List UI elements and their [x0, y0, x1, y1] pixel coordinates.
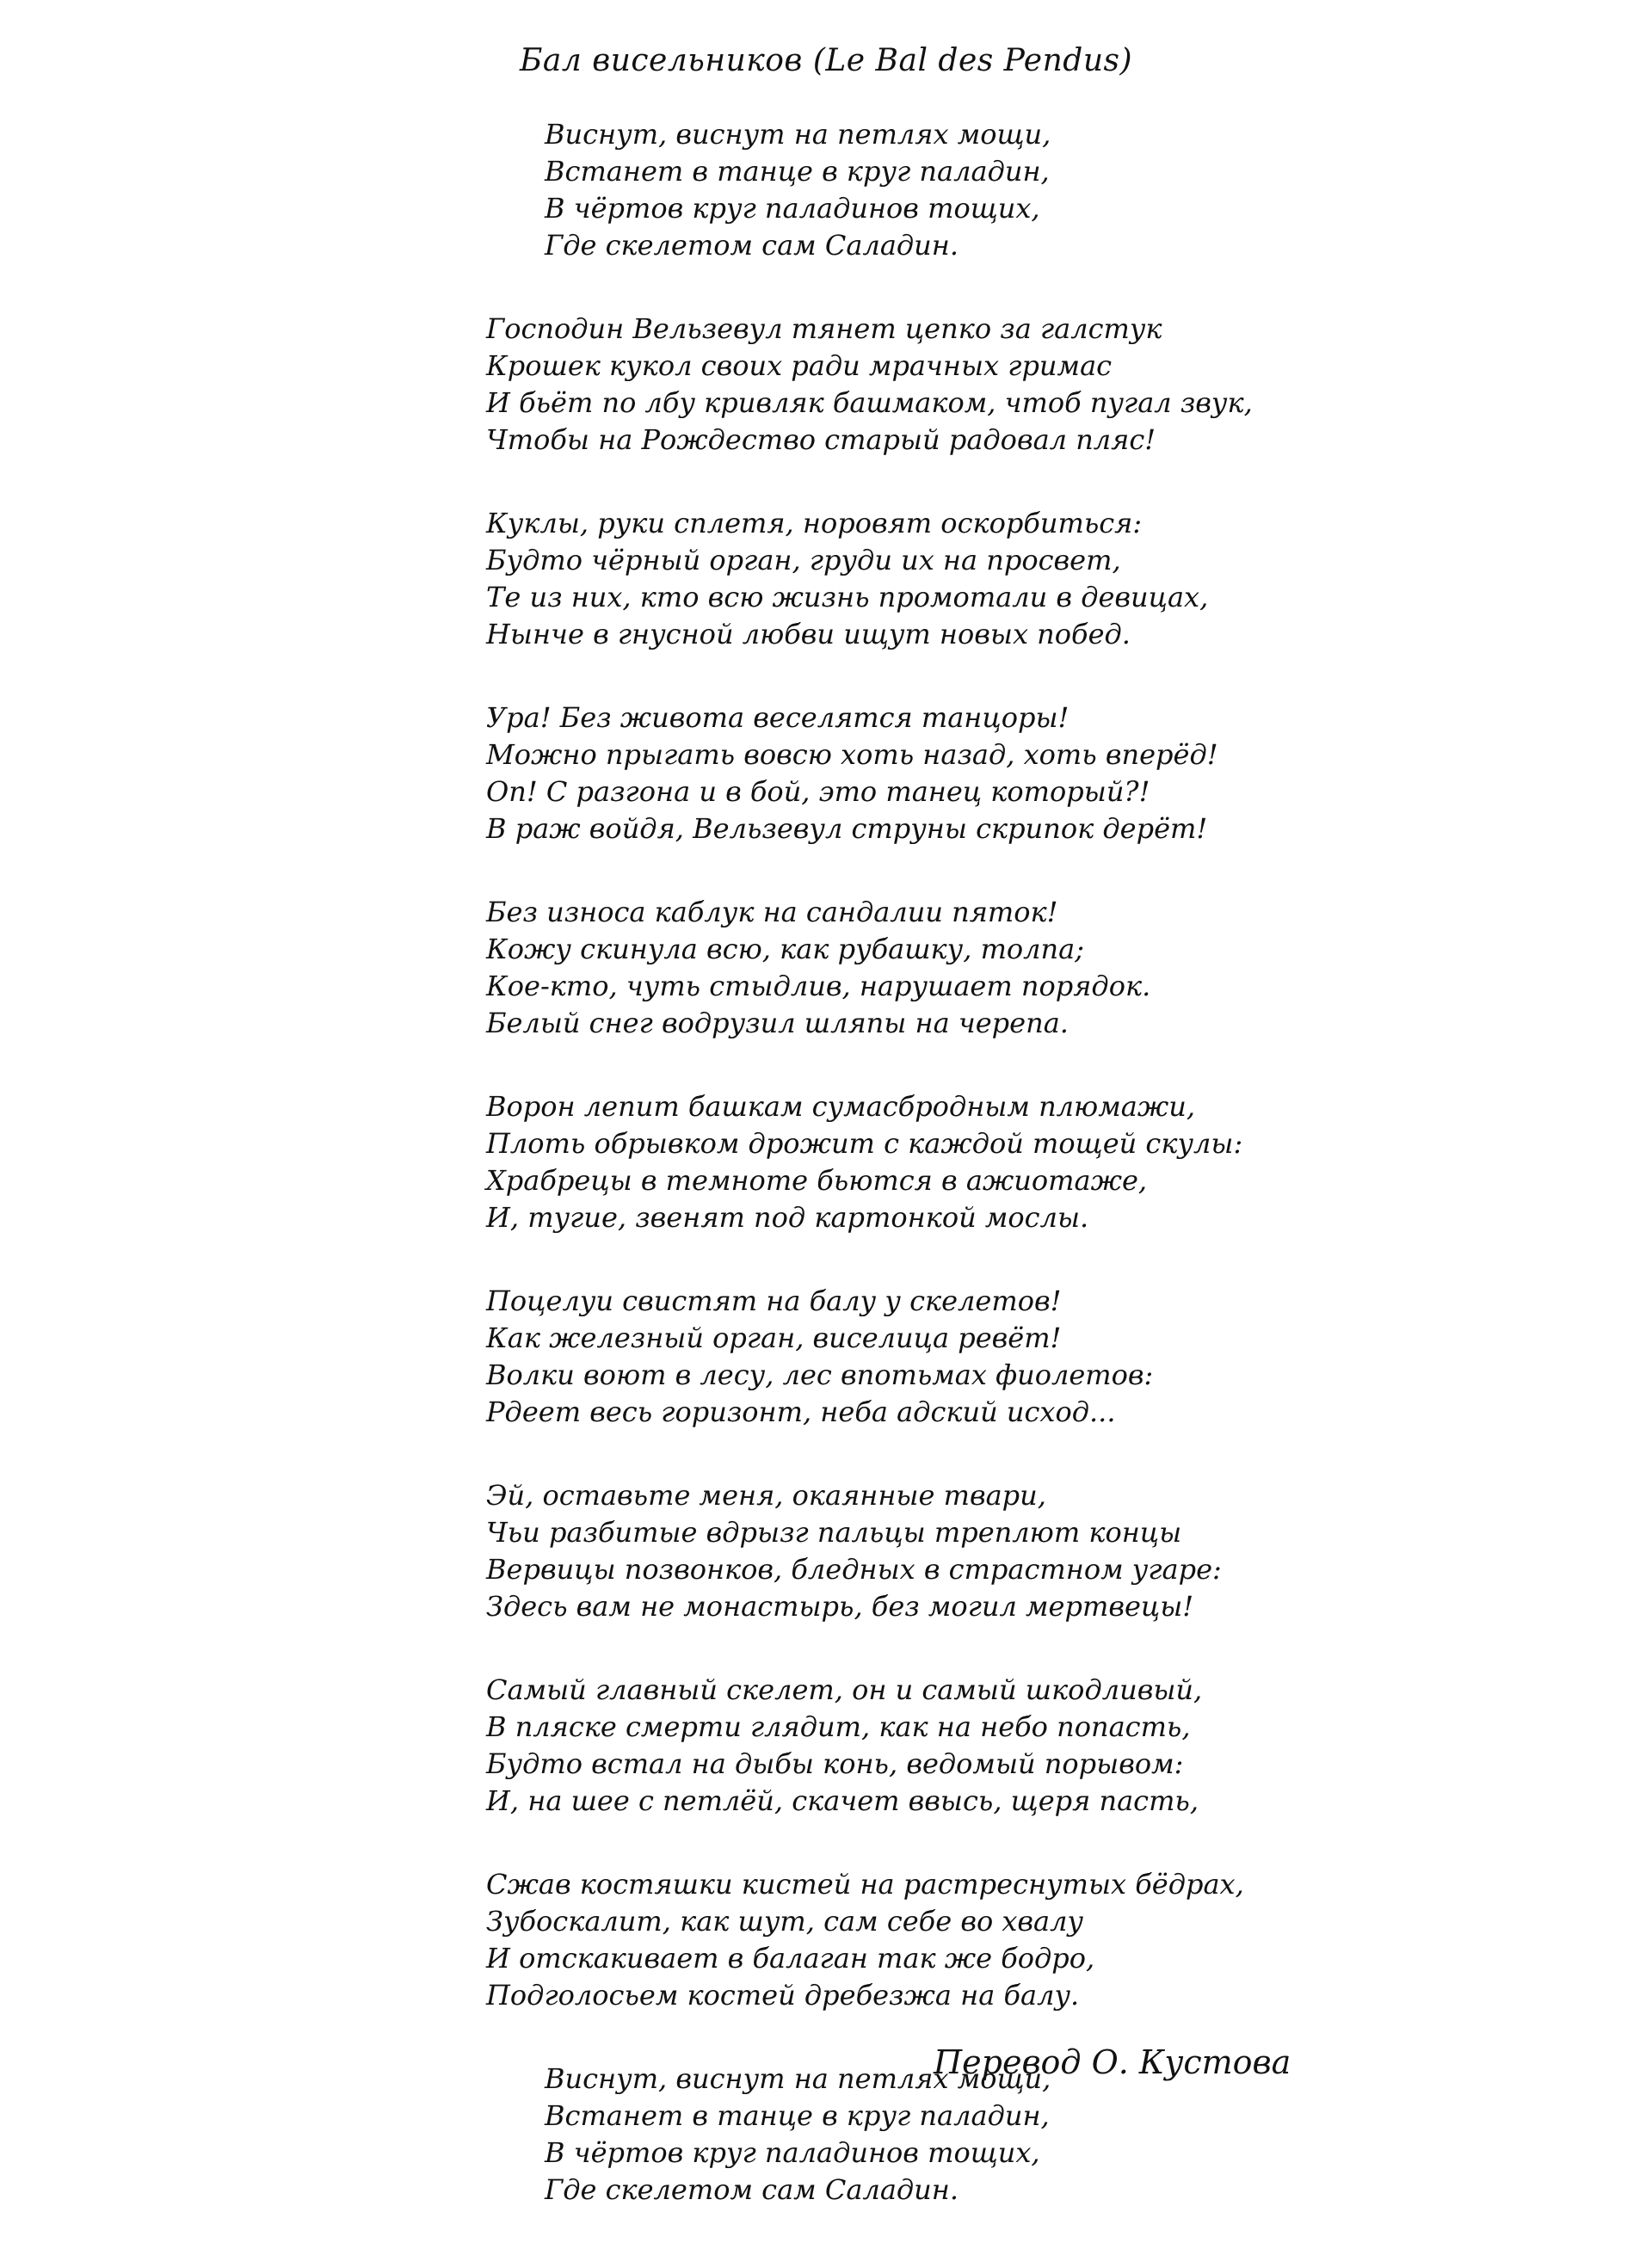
poem-line: Ворон лепит башкам сумасбродным плюмажи,: [486, 1090, 1195, 1123]
stanza-11: [486, 2061, 1261, 2209]
poem-line: Самый главный скелет, он и самый шкодливый,: [486, 1673, 1203, 1706]
poem-line: Кожу скинула всю, как рубашку, толпа;: [486, 933, 1085, 965]
poem-line: Встанет в танце в круг паладин,: [545, 155, 1050, 188]
poem-title: Бал висельников (Le Bal des Pendus): [519, 43, 1133, 78]
poem-line: Подголосьем костей дребезжа на балу.: [486, 1979, 1080, 2012]
poem-line: Как железный орган, виселица ревёт!: [486, 1322, 1062, 1354]
poem-line: Виснут, виснут на петлях мощи,: [545, 118, 1051, 151]
stanza-9: [486, 1672, 1261, 1820]
poem-line: Чьи разбитые вдрызг пальцы треплют концы: [486, 1516, 1182, 1549]
poem-line: Эй, оставьте меня, окаянные твари,: [486, 1479, 1046, 1512]
poem-line: И бьёт по лбу кривляк башмаком, чтоб пугал звук,: [486, 386, 1253, 419]
stanza-1: [486, 116, 1261, 264]
stanza-3: [486, 505, 1261, 653]
poem-line: В чёртов круг паладинов тощих,: [545, 192, 1040, 225]
stanza-7: [486, 1283, 1261, 1431]
poem-line: Зубоскалит, как шут, сам себе во хвалу: [486, 1905, 1084, 1938]
stanza-10: [486, 1866, 1261, 2014]
poem-line: Чтобы на Рождество старый радовал пляс!: [486, 423, 1156, 456]
poem-line: Храбрецы в темноте бьются в ажиотаже,: [486, 1164, 1148, 1197]
poem-line: Рдеет весь горизонт, неба адский исход...: [486, 1396, 1116, 1428]
poem-line: Волки воют в лесу, лес впотьмах фиолетов:: [486, 1359, 1154, 1391]
poem-line: Белый снег водрузил шляпы на черепа.: [486, 1007, 1069, 1039]
poem-line: В пляске смерти глядит, как на небо попасть,: [486, 1710, 1191, 1743]
poem-line: Кое-кто, чуть стыдлив, нарушает порядок.: [486, 970, 1151, 1002]
poem-line: Плоть обрывком дрожит с каждой тощей скулы:: [486, 1127, 1243, 1160]
stanza-6: [486, 1088, 1261, 1236]
poem-line: И, на шее с петлёй, скачет ввысь, щеря пасть,: [486, 1784, 1199, 1817]
poem-body: [486, 116, 1261, 2255]
poem-line: В чёртов круг паладинов тощих,: [545, 2136, 1040, 2169]
poem-line: В раж войдя, Вельзевул струны скрипок дерёт!: [486, 812, 1208, 845]
poem-line: И отскакивает в балаган так же бодро,: [486, 1942, 1095, 1975]
poem-line: Куклы, руки сплетя, норовят оскорбиться:: [486, 507, 1143, 539]
poem-line: Вервицы позвонков, бледных в страстном угаре:: [486, 1553, 1222, 1586]
poem-line: Господин Вельзевул тянет цепко за галстук: [486, 312, 1162, 345]
poem-line: Где скелетом сам Саладин.: [545, 229, 959, 262]
poem-line: Крошек кукол своих ради мрачных гримас: [486, 349, 1113, 382]
poem-line: И, тугие, звенят под картонкой мослы.: [486, 1201, 1089, 1234]
stanza-5: [486, 894, 1261, 1042]
poem-line: Нынче в гнусной любви ищут новых побед.: [486, 618, 1131, 650]
stanza-4: [486, 699, 1261, 847]
poem-line: Где скелетом сам Саладин.: [545, 2173, 959, 2206]
poem-line: Без износа каблук на сандалии пяток!: [486, 896, 1058, 928]
poem-line: Будто встал на дыбы конь, ведомый порывом:: [486, 1747, 1184, 1780]
poem-line: Здесь вам не монастырь, без могил мертвецы!: [486, 1590, 1194, 1623]
poem-line: Ура! Без живота веселятся танцоры!: [486, 701, 1069, 734]
poem-line: Будто чёрный орган, груди их на просвет,: [486, 544, 1121, 576]
stanza-2: [486, 311, 1261, 459]
poem-line: Поцелуи свистят на балу у скелетов!: [486, 1285, 1062, 1317]
poem-line: Можно прыгать вовсю хоть назад, хоть вперёд!: [486, 738, 1218, 771]
stanza-8: [486, 1477, 1261, 1625]
poem-line: Виснут, виснут на петлях мощи,: [545, 2062, 1051, 2095]
poem-line: Встанет в танце в круг паладин,: [545, 2099, 1050, 2132]
translator-credit: Перевод О. Кустова: [934, 2043, 1291, 2081]
poem-line: Те из них, кто всю жизнь промотали в девицах,: [486, 581, 1209, 613]
poem-line: Сжав костяшки кистей на растреснутых бёдрах,: [486, 1868, 1244, 1901]
poem-line: Оп! С разгона и в бой, это танец который?!: [486, 775, 1150, 808]
